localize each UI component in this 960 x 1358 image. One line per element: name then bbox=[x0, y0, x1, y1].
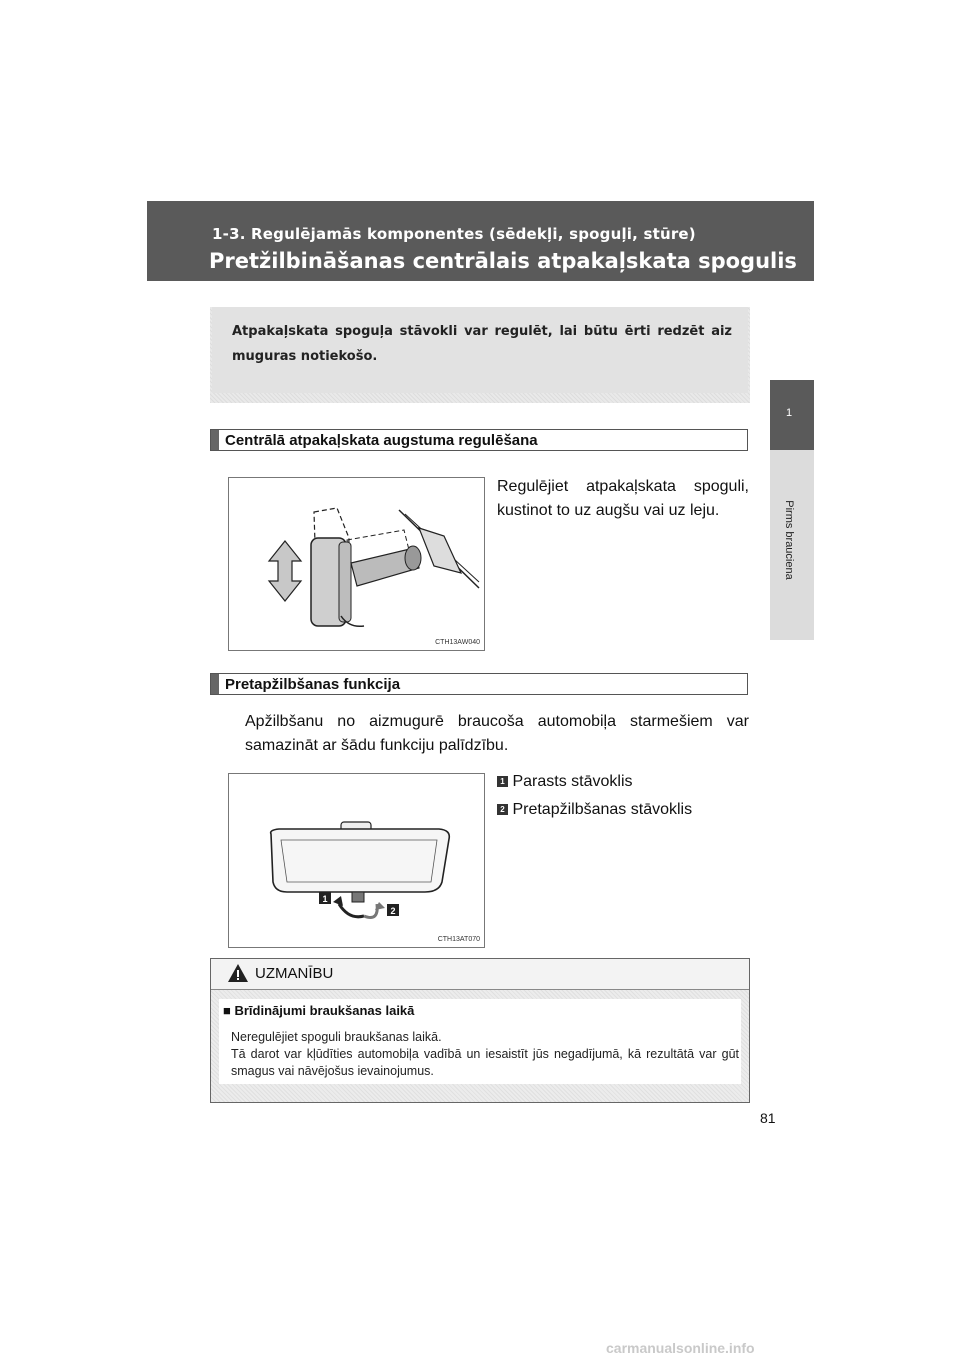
watermark: carmanualsonline.info bbox=[606, 1340, 755, 1356]
anti-glare-mirror-illustration bbox=[229, 774, 484, 947]
section-heading-anti-glare: Pretapžilbšanas funkcija bbox=[210, 673, 748, 695]
position-list bbox=[497, 770, 749, 822]
intro-text: Atpakaļskata spoguļa stāvokli var regulēt, lai būtu ērti redzēt aiz muguras notiekošo. bbox=[232, 324, 732, 364]
intro-box bbox=[210, 307, 750, 403]
chapter-number: 1 bbox=[786, 407, 793, 419]
badge-2: 2 bbox=[497, 804, 508, 815]
caution-text: Neregulējiet spoguli braukšanas laikā. Tā darot var kļūdīties automobiļa vadībā un iesaistīt jūs negadījumā, kā rezultātā var gūt smagus vai nāvējošus ievainojumus. bbox=[231, 1030, 739, 1078]
page-number: 81 bbox=[760, 1110, 776, 1126]
fig-label-1: 1 bbox=[322, 894, 328, 904]
figure-code: CTH13AT070 bbox=[437, 936, 480, 943]
square-bullet-icon: ■ bbox=[223, 1003, 231, 1018]
section1-text: Regulējiet atpakaļskata spoguli, kustinot to uz augšu vai uz leju. bbox=[497, 478, 749, 519]
section-label: 1-3. Regulējamās komponentes (sēdekļi, spoguļi, stūre) bbox=[212, 225, 696, 243]
page-header bbox=[147, 201, 814, 281]
list-item: 2 Pretapžilbšanas stāvoklis bbox=[497, 798, 749, 822]
fig-label-2: 2 bbox=[390, 906, 396, 916]
chapter-label: Pirms brauciena bbox=[783, 500, 795, 580]
page-title: Pretžilbināšanas centrālais atpakaļskata spogulis bbox=[209, 249, 797, 273]
figure-mirror-height bbox=[228, 477, 485, 651]
list-item: 1 Parasts stāvoklis bbox=[497, 770, 749, 794]
caution-subheading: ■ Brīdinājumi braukšanas laikā bbox=[223, 1003, 415, 1018]
warning-icon bbox=[227, 963, 249, 983]
figure-anti-glare bbox=[228, 773, 485, 948]
section2-text: Apžilbšanu no aizmugurē braucoša automobiļa starmešiem var samazināt ar šādu funkciju palīdzību. bbox=[245, 713, 749, 754]
mirror-height-illustration bbox=[229, 478, 484, 650]
caution-label: UZMANĪBU bbox=[255, 965, 334, 982]
figure-code: CTH13AW040 bbox=[435, 639, 480, 646]
badge-1: 1 bbox=[497, 776, 508, 787]
caution-box bbox=[210, 958, 750, 1103]
section-heading-height-adjust: Centrālā atpakaļskata augstuma regulēšana bbox=[210, 429, 748, 451]
